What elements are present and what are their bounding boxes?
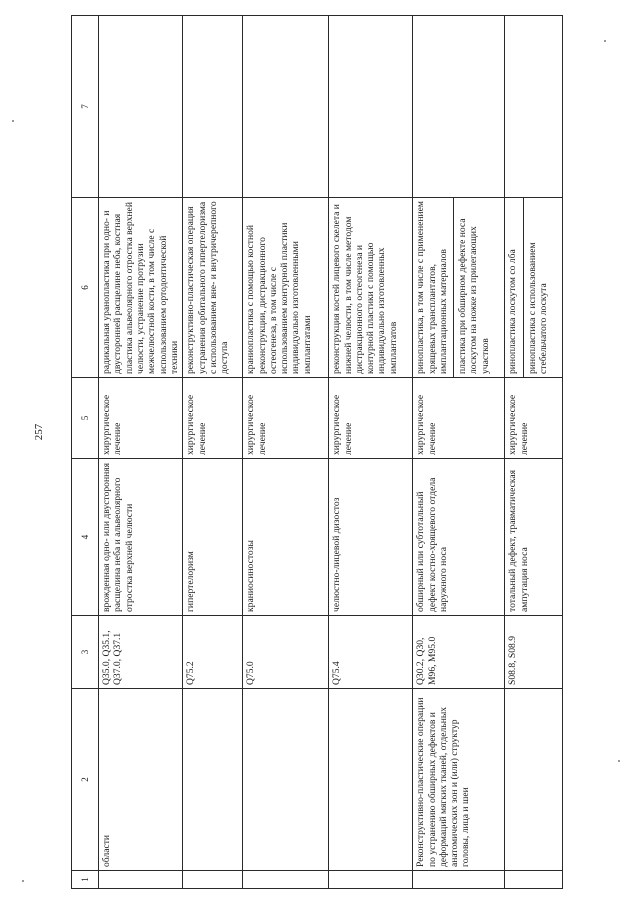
norm-cell [243,16,329,198]
norm-cell [413,16,505,198]
table-row [183,16,243,889]
column-number: 6 [72,198,99,378]
profile-cell: Реконструктивно-пластические операции по устранению обширных дефектов и деформаций мягких тканей, отдельных анатомических зон и (или) структур головы, лица и шеи [413,689,505,871]
scan-speck [22,880,24,882]
icd-codes-cell: Q30.2, Q30, M96, M95.0 [413,616,505,689]
method-option: ринопластика, в том числе с применением хрящевых трансплантатов, имплантационных материалов [415,201,449,374]
patient-model-cell: гипертелоризм [183,459,243,616]
profile-cell [505,689,563,871]
profile-cell [329,689,413,871]
column-number: 5 [72,378,99,459]
table-row [243,16,329,889]
document-sheet [71,16,638,889]
norm-cell [99,16,183,198]
column-number: 3 [72,616,99,689]
profile-cell [243,689,329,871]
table-row [413,16,505,889]
patient-model-cell: челюстно-лицевой дизостоз [329,459,413,616]
column-number: 2 [72,689,99,871]
treatment-type-cell: хирургическое лечение [505,378,563,459]
page-number: 257 [33,423,45,441]
method-cell: реконструкция костей лицевого скелета и нижней челюсти, в том числе методом дистракционного остеогенеза и контурной пластики с помощью индивидуально изготовленных имплантатов [329,198,413,378]
column-number-row [72,16,99,889]
treatment-type-cell: хирургическое лечение [99,378,183,459]
icd-codes-cell: Q75.0 [243,616,329,689]
row-number-cell [183,871,243,889]
scan-speck [12,120,14,122]
column-number: 7 [72,16,99,198]
norm-cell [329,16,413,198]
table-row [505,16,563,889]
method-cell: реконструктивно-пластическая операция устранения орбитального гипертелоризма с использованием вне- и внутричерепного доступа [183,198,243,378]
row-number-cell [505,871,563,889]
method-cell [413,198,505,378]
row-number-cell [99,871,183,889]
method-option: пластика при обширном дефекте носа лоскутом на ножке из прилегающих участков [453,198,491,377]
patient-model-cell: тотальный дефект, травматическая ампутация носа [505,459,563,616]
treatment-type-cell: хирургическое лечение [243,378,329,459]
patient-model-cell: краниосиностозы [243,459,329,616]
method-cell: краниопластика с помощью костной реконструкции, дистракционного остеогенеза, в том числе с использованием контурной пластики индивидуально изготовленными имплантатами [243,198,329,378]
treatment-type-cell: хирургическое лечение [413,378,505,459]
table-row [329,16,413,889]
scan-speck [604,40,606,42]
icd-codes-cell: S08.8, S08.9 [505,616,563,689]
table-row [99,16,183,889]
row-number-cell [329,871,413,889]
method-cell: радикальная уранопластика при одно- и двусторонней расщелине неба, костная пластика альвеолярного отростка верхней челюсти, устранение протрузии межчелюстной кости, в том числе с использованием ортодонтической техники [99,198,183,378]
row-number-cell [413,871,505,889]
icd-codes-cell: Q75.4 [329,616,413,689]
treatment-type-cell: хирургическое лечение [183,378,243,459]
treatment-type-cell: хирургическое лечение [329,378,413,459]
column-number: 1 [72,871,99,889]
icd-codes-cell: Q35.0, Q35.1, Q37.0, Q37.1 [99,616,183,689]
norm-cell [505,16,563,198]
medical-care-table [71,15,563,889]
method-option: ринопластика с использованием стебельчатого лоскута [523,198,550,377]
profile-cell: области [99,689,183,871]
patient-model-cell: врожденная одно- или двусторонняя расщелина неба и альвеолярного отростка верхней челюсти [99,459,183,616]
row-number-cell [243,871,329,889]
method-option: ринопластика лоскутом со лба [507,249,519,374]
column-number: 4 [72,459,99,616]
norm-cell [183,16,243,198]
icd-codes-cell: Q75.2 [183,616,243,689]
scan-speck [618,760,620,762]
patient-model-cell: обширный или субтотальный дефект костно-хрящевого отдела наружного носа [413,459,505,616]
method-cell [505,198,563,378]
profile-cell [183,689,243,871]
